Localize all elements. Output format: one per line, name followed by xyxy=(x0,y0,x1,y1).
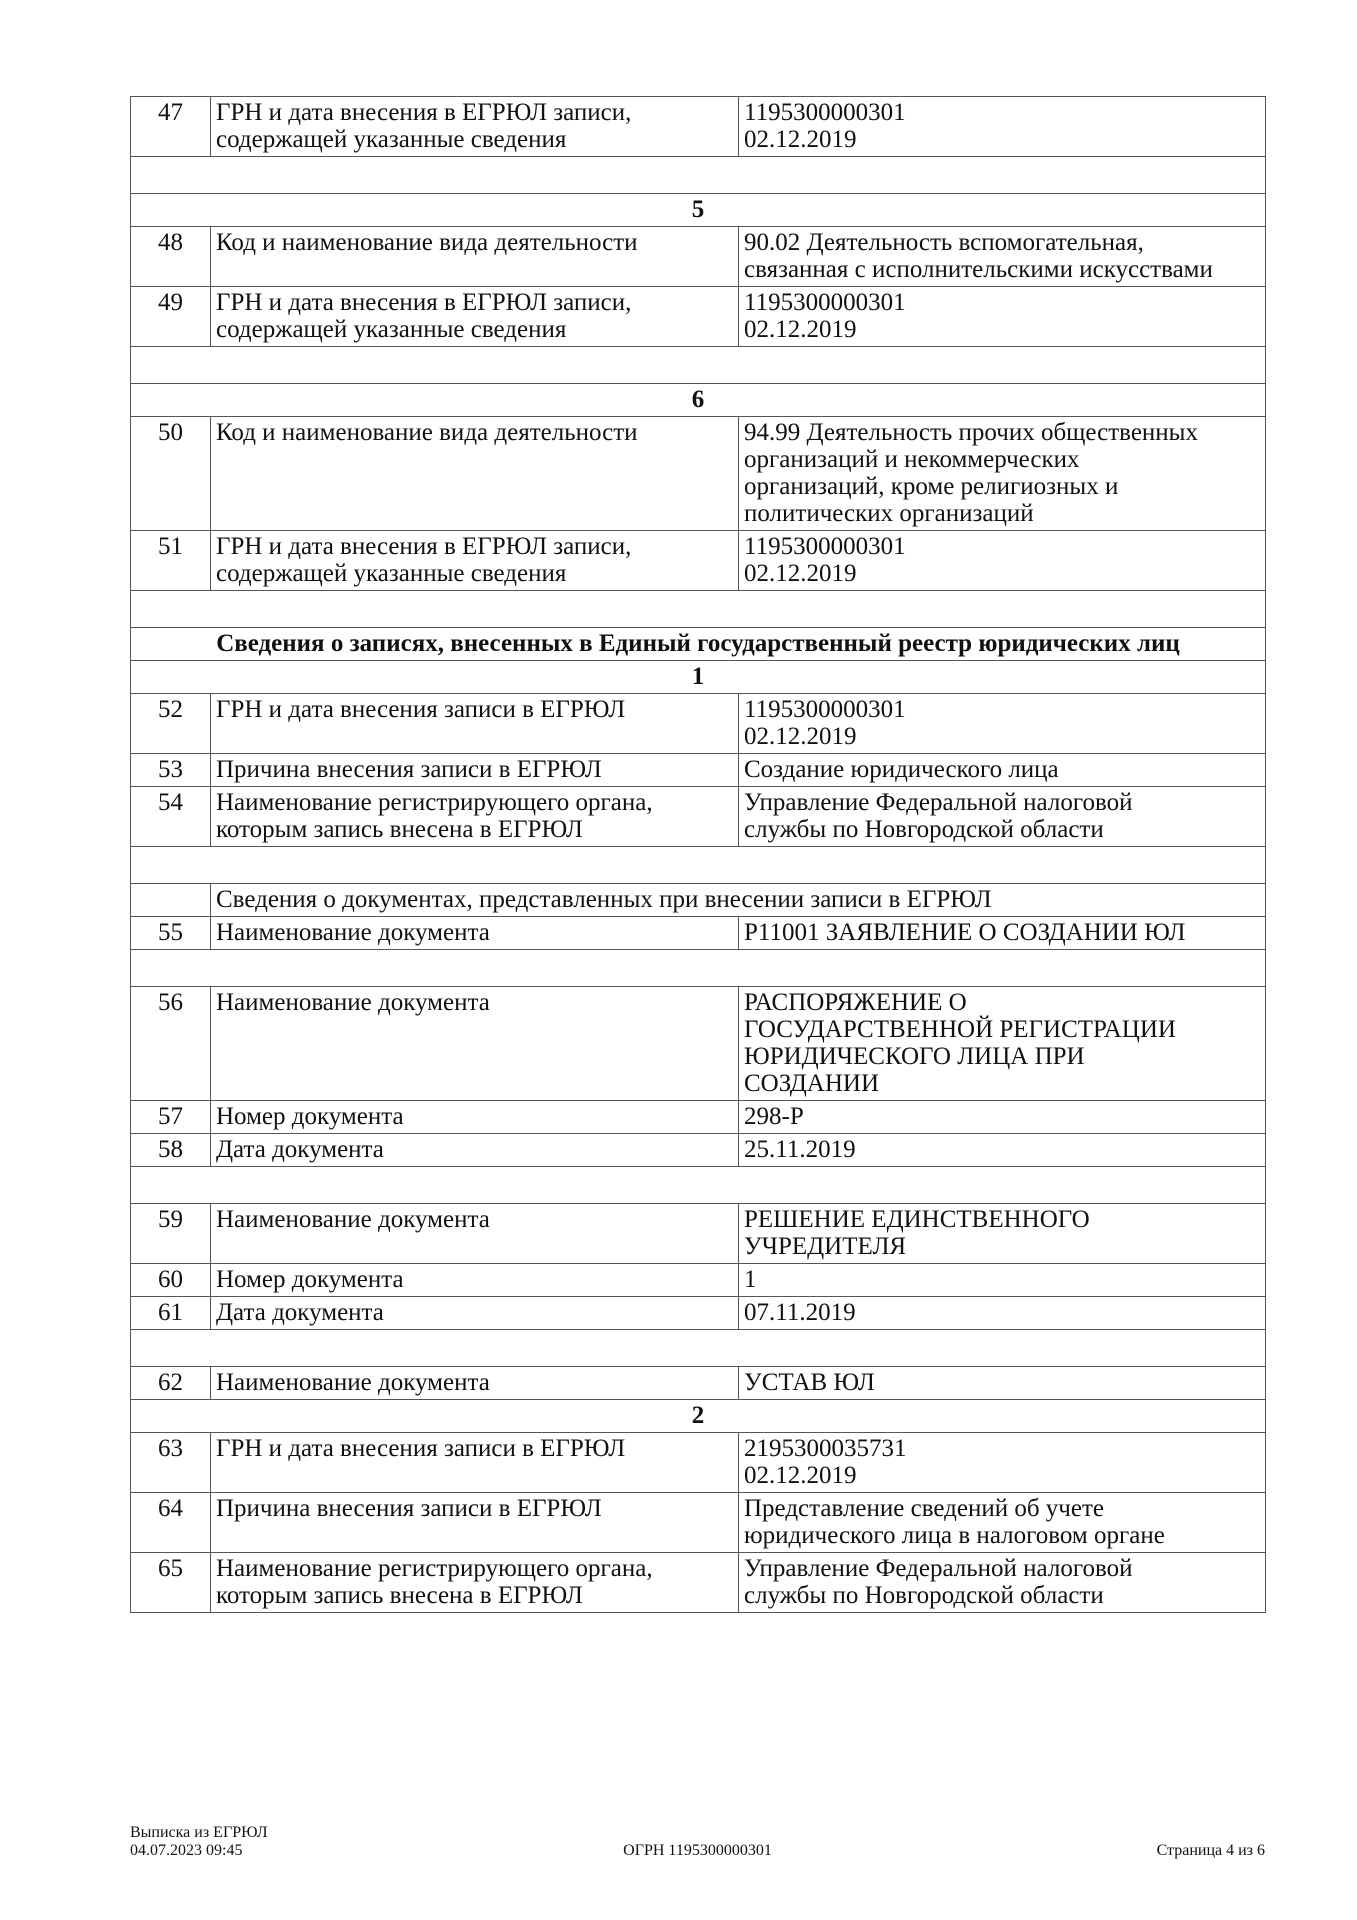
section-heading-row xyxy=(131,661,1266,694)
blank-cell xyxy=(131,157,1266,194)
blank-row xyxy=(131,157,1266,194)
row-label: Код и наименование вида деятельности xyxy=(211,227,739,287)
row-label: Код и наименование вида деятельности xyxy=(211,417,739,531)
blank-cell xyxy=(131,347,1266,384)
table-row xyxy=(131,1367,1266,1400)
row-number: 58 xyxy=(131,1134,211,1167)
section-heading: 1 xyxy=(131,661,1266,694)
page-footer xyxy=(130,1824,1265,1864)
row-number: 49 xyxy=(131,287,211,347)
table-row xyxy=(131,1204,1266,1264)
row-value: 1195300000301 02.12.2019 xyxy=(739,531,1266,591)
table-row xyxy=(131,917,1266,950)
footer-ogrn: ОГРН 1195300000301 xyxy=(623,1842,772,1859)
row-number: 61 xyxy=(131,1297,211,1330)
subheader-text: Сведения о документах, представленных при внесении записи в ЕГРЮЛ xyxy=(211,884,1266,917)
footer-page-number: Страница 4 из 6 xyxy=(1156,1842,1265,1859)
row-label: Наименование документа xyxy=(211,1204,739,1264)
blank-row xyxy=(131,1330,1266,1367)
row-value: 25.11.2019 xyxy=(739,1134,1266,1167)
section-heading: Сведения о записях, внесенных в Единый государственный реестр юридических лиц xyxy=(131,628,1266,661)
row-value: 298-Р xyxy=(739,1101,1266,1134)
row-number: 60 xyxy=(131,1264,211,1297)
footer-datetime: 04.07.2023 09:45 xyxy=(130,1842,243,1859)
row-label: Наименование документа xyxy=(211,917,739,950)
row-value: РЕШЕНИЕ ЕДИНСТВЕННОГО УЧРЕДИТЕЛЯ xyxy=(739,1204,1266,1264)
table-row xyxy=(131,1553,1266,1613)
table-row xyxy=(131,417,1266,531)
row-value: 1195300000301 02.12.2019 xyxy=(739,97,1266,157)
footer-doc-title: Выписка из ЕГРЮЛ xyxy=(130,1824,268,1841)
row-value: 2195300035731 02.12.2019 xyxy=(739,1433,1266,1493)
table-row xyxy=(131,531,1266,591)
row-number: 63 xyxy=(131,1433,211,1493)
section-heading: 6 xyxy=(131,384,1266,417)
section-heading: 5 xyxy=(131,194,1266,227)
table-row xyxy=(131,1101,1266,1134)
table-row xyxy=(131,1134,1266,1167)
blank-row xyxy=(131,847,1266,884)
row-value: Создание юридического лица xyxy=(739,754,1266,787)
row-label: ГРН и дата внесения в ЕГРЮЛ записи, содержащей указанные сведения xyxy=(211,531,739,591)
table-row xyxy=(131,97,1266,157)
subheader-spacer xyxy=(131,884,211,917)
table-row xyxy=(131,1297,1266,1330)
table-row xyxy=(131,987,1266,1101)
blank-cell xyxy=(131,1167,1266,1204)
row-value: Представление сведений об учете юридического лица в налоговом органе xyxy=(739,1493,1266,1553)
row-value: 90.02 Деятельность вспомогательная, связанная с исполнительскими искусствами xyxy=(739,227,1266,287)
row-label: Наименование регистрирующего органа, которым запись внесена в ЕГРЮЛ xyxy=(211,1553,739,1613)
row-value: 1195300000301 02.12.2019 xyxy=(739,287,1266,347)
row-number: 62 xyxy=(131,1367,211,1400)
subheader-row xyxy=(131,884,1266,917)
row-number: 53 xyxy=(131,754,211,787)
table-row xyxy=(131,787,1266,847)
blank-cell xyxy=(131,847,1266,884)
row-value: 94.99 Деятельность прочих общественных организаций и некоммерческих организаций, кроме религиозных и политических организаций xyxy=(739,417,1266,531)
table-row xyxy=(131,754,1266,787)
table-row xyxy=(131,1493,1266,1553)
row-value: Р11001 ЗАЯВЛЕНИЕ О СОЗДАНИИ ЮЛ xyxy=(739,917,1266,950)
row-label: Причина внесения записи в ЕГРЮЛ xyxy=(211,1493,739,1553)
row-number: 59 xyxy=(131,1204,211,1264)
blank-row xyxy=(131,1167,1266,1204)
section-heading-row xyxy=(131,384,1266,417)
blank-row xyxy=(131,591,1266,628)
row-number: 57 xyxy=(131,1101,211,1134)
row-label: Номер документа xyxy=(211,1101,739,1134)
row-number: 65 xyxy=(131,1553,211,1613)
row-value: УСТАВ ЮЛ xyxy=(739,1367,1266,1400)
blank-cell xyxy=(131,950,1266,987)
row-number: 55 xyxy=(131,917,211,950)
row-value: РАСПОРЯЖЕНИЕ О ГОСУДАРСТВЕННОЙ РЕГИСТРАЦИИ ЮРИДИЧЕСКОГО ЛИЦА ПРИ СОЗДАНИИ xyxy=(739,987,1266,1101)
row-number: 48 xyxy=(131,227,211,287)
blank-cell xyxy=(131,591,1266,628)
row-number: 50 xyxy=(131,417,211,531)
table-row xyxy=(131,694,1266,754)
section-heading-row xyxy=(131,194,1266,227)
row-label: Наименование регистрирующего органа, которым запись внесена в ЕГРЮЛ xyxy=(211,787,739,847)
table-row xyxy=(131,1264,1266,1297)
row-label: ГРН и дата внесения в ЕГРЮЛ записи, содержащей указанные сведения xyxy=(211,287,739,347)
row-value: 07.11.2019 xyxy=(739,1297,1266,1330)
row-number: 56 xyxy=(131,987,211,1101)
row-label: Номер документа xyxy=(211,1264,739,1297)
section-heading: 2 xyxy=(131,1400,1266,1433)
row-label: Наименование документа xyxy=(211,1367,739,1400)
row-number: 64 xyxy=(131,1493,211,1553)
row-label: ГРН и дата внесения записи в ЕГРЮЛ xyxy=(211,694,739,754)
row-number: 47 xyxy=(131,97,211,157)
row-value: Управление Федеральной налоговой службы по Новгородской области xyxy=(739,1553,1266,1613)
row-number: 52 xyxy=(131,694,211,754)
row-label: ГРН и дата внесения в ЕГРЮЛ записи, содержащей указанные сведения xyxy=(211,97,739,157)
row-label: Дата документа xyxy=(211,1297,739,1330)
row-label: ГРН и дата внесения записи в ЕГРЮЛ xyxy=(211,1433,739,1493)
row-number: 54 xyxy=(131,787,211,847)
row-value: 1195300000301 02.12.2019 xyxy=(739,694,1266,754)
blank-row xyxy=(131,950,1266,987)
extract-page xyxy=(130,96,1265,1613)
row-label: Наименование документа xyxy=(211,987,739,1101)
section-heading-row xyxy=(131,628,1266,661)
blank-cell xyxy=(131,1330,1266,1367)
row-number: 51 xyxy=(131,531,211,591)
row-label: Причина внесения записи в ЕГРЮЛ xyxy=(211,754,739,787)
blank-row xyxy=(131,347,1266,384)
register-table-body xyxy=(131,97,1266,1613)
table-row xyxy=(131,227,1266,287)
section-heading-row xyxy=(131,1400,1266,1433)
row-label: Дата документа xyxy=(211,1134,739,1167)
row-value: Управление Федеральной налоговой службы по Новгородской области xyxy=(739,787,1266,847)
register-table xyxy=(130,96,1266,1613)
table-row xyxy=(131,1433,1266,1493)
row-value: 1 xyxy=(739,1264,1266,1297)
table-row xyxy=(131,287,1266,347)
